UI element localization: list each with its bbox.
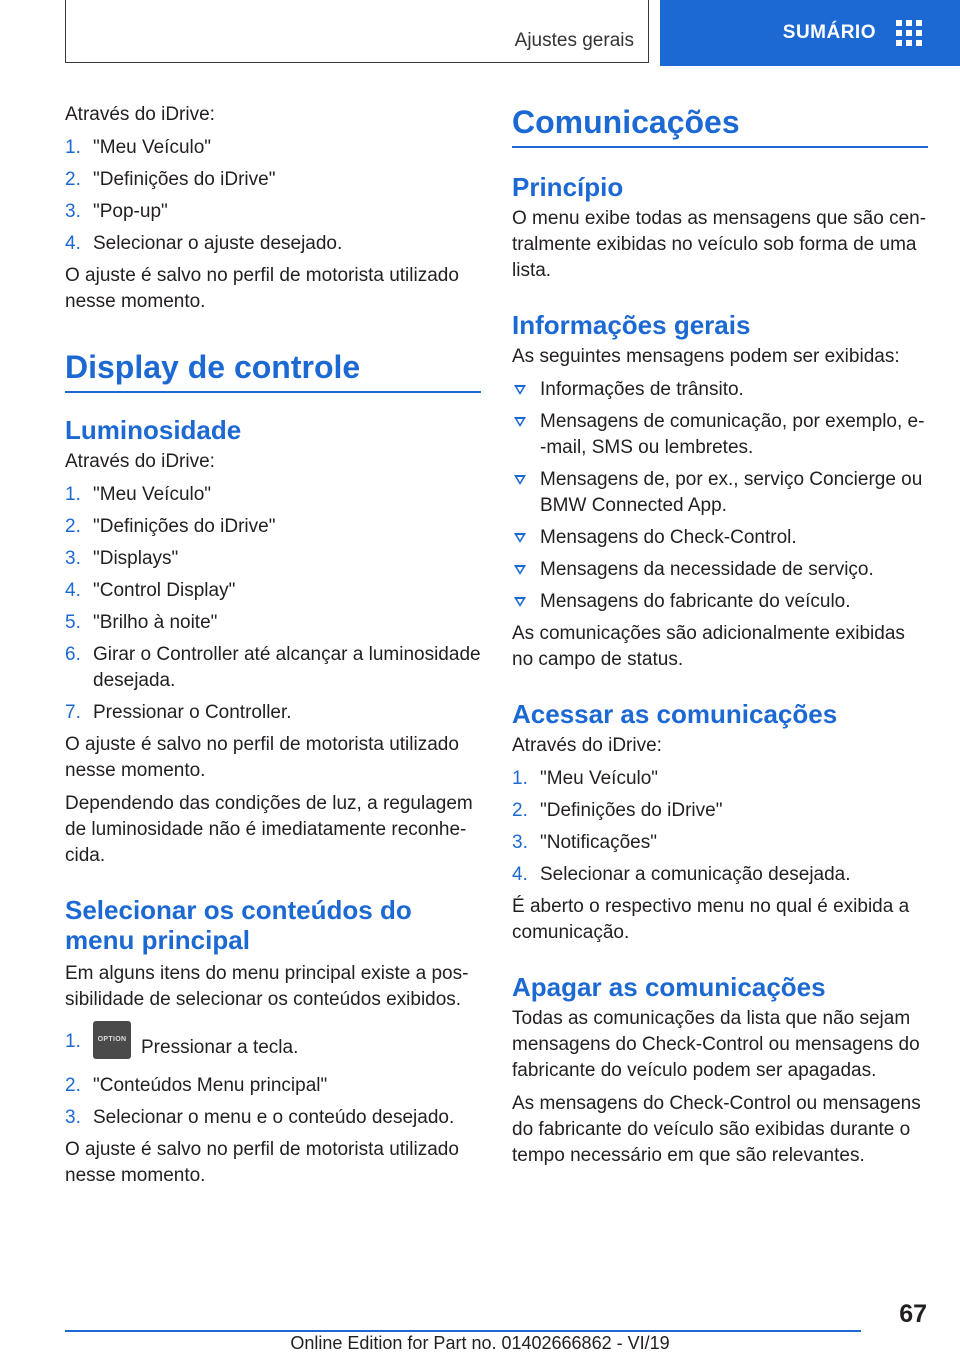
list-item: Mensagens do Check-Control.: [512, 525, 928, 551]
triangle-bullet-icon: [514, 565, 526, 575]
general-note: As comunicações são adicionalmente exibidas no campo de status.: [512, 623, 905, 670]
list-item: Mensagens do fabricante do veículo.: [512, 589, 928, 615]
list-item: Mensagens da necessidade de serviço.: [512, 557, 928, 583]
luminosity-note: Dependendo das condições de luz, a regulagem de luminosidade não é imediatamente reconhecida.: [65, 793, 473, 866]
summary-button[interactable]: [660, 0, 960, 66]
principle-text: O menu exibe todas as mensagens que são centralmente exibidas no veículo sob forma de uma lista.: [512, 208, 927, 281]
list-item: 1. "Meu Veículo": [65, 484, 212, 505]
list-item: 3. Selecionar o menu e o conteúdo desejado.: [65, 1107, 455, 1128]
heading-luminosidade: Luminosidade: [65, 415, 242, 445]
header-tab: [65, 0, 649, 63]
heading-principio: Princípio: [512, 172, 624, 202]
saved-note: O ajuste é salvo no perfil de motorista utilizado nesse momento.: [65, 265, 459, 312]
heading-acessar: Acessar as comunicações: [512, 699, 838, 729]
grid-icon: [896, 20, 922, 46]
list-item: 2. "Definições do iDrive": [65, 516, 276, 537]
list-item: 7. Pressionar o Controller.: [65, 702, 292, 723]
message-type-list: [512, 377, 928, 615]
list-item: 4. "Control Display": [65, 580, 236, 601]
triangle-bullet-icon: [514, 417, 526, 427]
list-item: 6. Girar o Controller até alcançar a luminosidade desejada.: [65, 644, 481, 691]
triangle-bullet-icon: [514, 475, 526, 485]
access-note: É aberto o respectivo menu no qual é exibida a comunicação.: [512, 896, 910, 943]
option-key-icon: OPTION: [93, 1021, 131, 1059]
triangle-bullet-icon: [514, 385, 526, 395]
right-column: [512, 102, 928, 1169]
access-intro: Através do iDrive:: [512, 735, 662, 756]
intro-text: Através do iDrive:: [65, 451, 215, 472]
steps-list-b: [65, 482, 481, 726]
heading-menu-contents: Selecionar os conteúdos do menu principal: [65, 895, 412, 955]
steps-list-access: [512, 766, 928, 888]
list-item: Informações de trânsito.: [512, 377, 928, 403]
triangle-bullet-icon: [514, 533, 526, 543]
delete-text: As mensagens do Check-Control ou mensagens do fabricante do veículo são exibidas durante o tempo necessário em que são relevantes.: [512, 1093, 921, 1166]
list-item: Mensagens de, por ex., serviço Concierge ou BMW Connected App.: [512, 467, 928, 519]
list-item: 2. "Conteúdos Menu principal": [65, 1075, 328, 1096]
steps-list-c: [65, 1029, 481, 1131]
list-item: 1. "Meu Veículo": [65, 137, 212, 158]
list-item: 3. "Pop-up": [65, 201, 168, 222]
summary-label: SUMÁRIO: [782, 22, 876, 43]
section-title: Ajustes gerais: [514, 30, 634, 51]
left-column: [65, 102, 481, 1189]
list-item: 2. "Definições do iDrive": [512, 800, 723, 821]
heading-informacoes-gerais: Informações gerais: [512, 310, 751, 340]
general-intro: As seguintes mensagens podem ser exibidas:: [512, 346, 900, 367]
triangle-bullet-icon: [514, 597, 526, 607]
page-number: 67: [899, 1300, 927, 1328]
list-item: 4. Selecionar a comunicação desejada.: [512, 864, 851, 885]
menu-intro-text: Em alguns itens do menu principal existe a possibilidade de selecionar os conteúdos exibidos.: [65, 963, 469, 1010]
section-heading-display: Display de controle: [65, 347, 481, 393]
intro-text: Através do iDrive:: [65, 104, 215, 125]
heading-apagar: Apagar as comunicações: [512, 972, 826, 1002]
list-item: 4. Selecionar o ajuste desejado.: [65, 233, 343, 254]
list-item: 3. "Displays": [65, 548, 179, 569]
footer-divider: [65, 1330, 861, 1332]
list-item: 2. "Definições do iDrive": [65, 169, 276, 190]
list-item: 5. "Brilho à noite": [65, 612, 218, 633]
section-heading-comunicacoes: Comunicações: [512, 102, 928, 148]
footer-edition: Online Edition for Part no. 01402666862 - VI/19: [290, 1333, 670, 1353]
delete-text: Todas as comunicações da lista que não sejam mensagens do Check-Control ou mensagens do fabricante do veículo podem ser apagadas.: [512, 1008, 920, 1081]
list-item: 1. OPTION Pressionar a tecla.: [65, 1029, 481, 1067]
list-item: Mensagens de comunicação, por exemplo, e--mail, SMS ou lembretes.: [512, 409, 928, 461]
steps-list-a: [65, 135, 481, 257]
list-item: 1. "Meu Veículo": [512, 768, 659, 789]
saved-note: O ajuste é salvo no perfil de motorista utilizado nesse momento.: [65, 1139, 459, 1186]
saved-note: O ajuste é salvo no perfil de motorista utilizado nesse momento.: [65, 734, 459, 781]
list-item: 3. "Notificações": [512, 832, 657, 853]
